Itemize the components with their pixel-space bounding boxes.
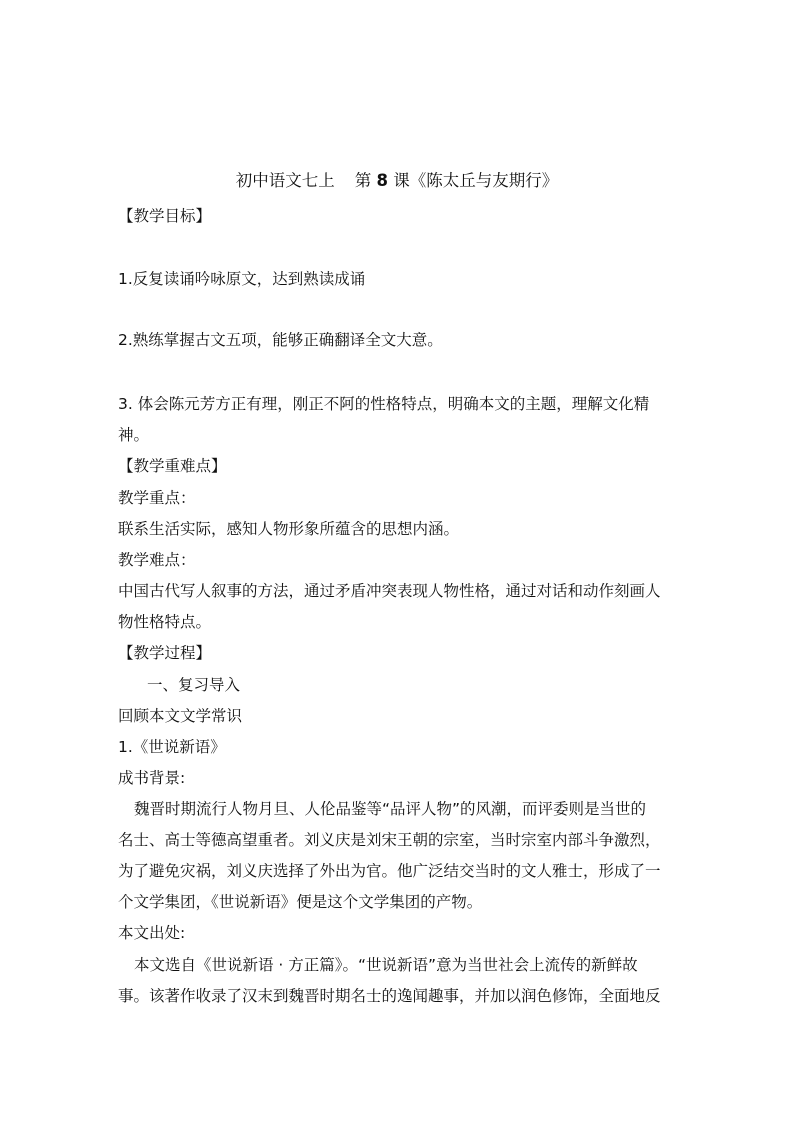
background-line4: 个文学集团，《世说新语》便是这个文学集团的产物。 xyxy=(118,893,483,911)
section-1-heading: 一、复习导入 xyxy=(147,676,241,694)
background-line1: 魏晋时期流行人物月旦、人伦品鉴等“品评人物”的风潮，而评委则是当世的 xyxy=(134,800,647,818)
objective-1: 1.反复读诵吟咏原文，达到熟读成诵 xyxy=(118,270,366,288)
key-label: 教学重点： xyxy=(118,489,196,507)
difficult-label: 教学难点： xyxy=(118,551,196,569)
item-1-heading: 1.《世说新语》 xyxy=(118,738,226,756)
objective-3-line1: 3. 体会陈元芳方正有理，刚正不阿的性格特点，明确本文的主题，理解文化精 xyxy=(118,395,650,413)
source-label: 本文出处: xyxy=(118,924,186,942)
document-title xyxy=(0,170,794,192)
title-part2-prefix: 第 xyxy=(354,171,372,190)
background-line2: 名士、高士等德高望重者。刘义庆是刘宋王朝的宗室，当时宗室内部斗争激烈， xyxy=(118,831,661,849)
background-label: 成书背景: xyxy=(118,769,186,787)
difficult-line1: 中国古代写人叙事的方法，通过矛盾冲突表现人物性格，通过对话和动作刻画人 xyxy=(118,582,661,600)
heading-key-points: 【教学重难点】 xyxy=(118,457,227,475)
review-label: 回顾本文文学常识 xyxy=(118,707,243,725)
heading-process: 【教学过程】 xyxy=(118,644,212,662)
key-text: 联系生活实际，感知人物形象所蕴含的思想内涵。 xyxy=(118,520,460,538)
heading-objectives: 【教学目标】 xyxy=(118,207,212,225)
difficult-line2: 物性格特点。 xyxy=(118,613,212,631)
title-lesson-number: 8 xyxy=(376,171,388,190)
background-line3: 为了避免灾祸，刘义庆选择了外出为官。他广泛结交当时的文人雅士，形成了一 xyxy=(118,862,661,880)
objective-3-line2: 神。 xyxy=(118,426,150,444)
source-line2: 事。该著作收录了汉末到魏晋时期名士的逸闻趣事，并加以润色修饰，全面地反 xyxy=(118,987,661,1005)
title-part2-suffix: 课《陈太丘与友期行》 xyxy=(393,171,559,190)
source-line1: 本文选自《世说新语 · 方正篇》。“世说新语”意为当世社会上流传的新鲜故 xyxy=(134,956,638,974)
objective-2: 2.熟练掌握古文五项，能够正确翻译全文大意。 xyxy=(118,331,443,349)
title-part1: 初中语文七上 xyxy=(235,171,335,190)
